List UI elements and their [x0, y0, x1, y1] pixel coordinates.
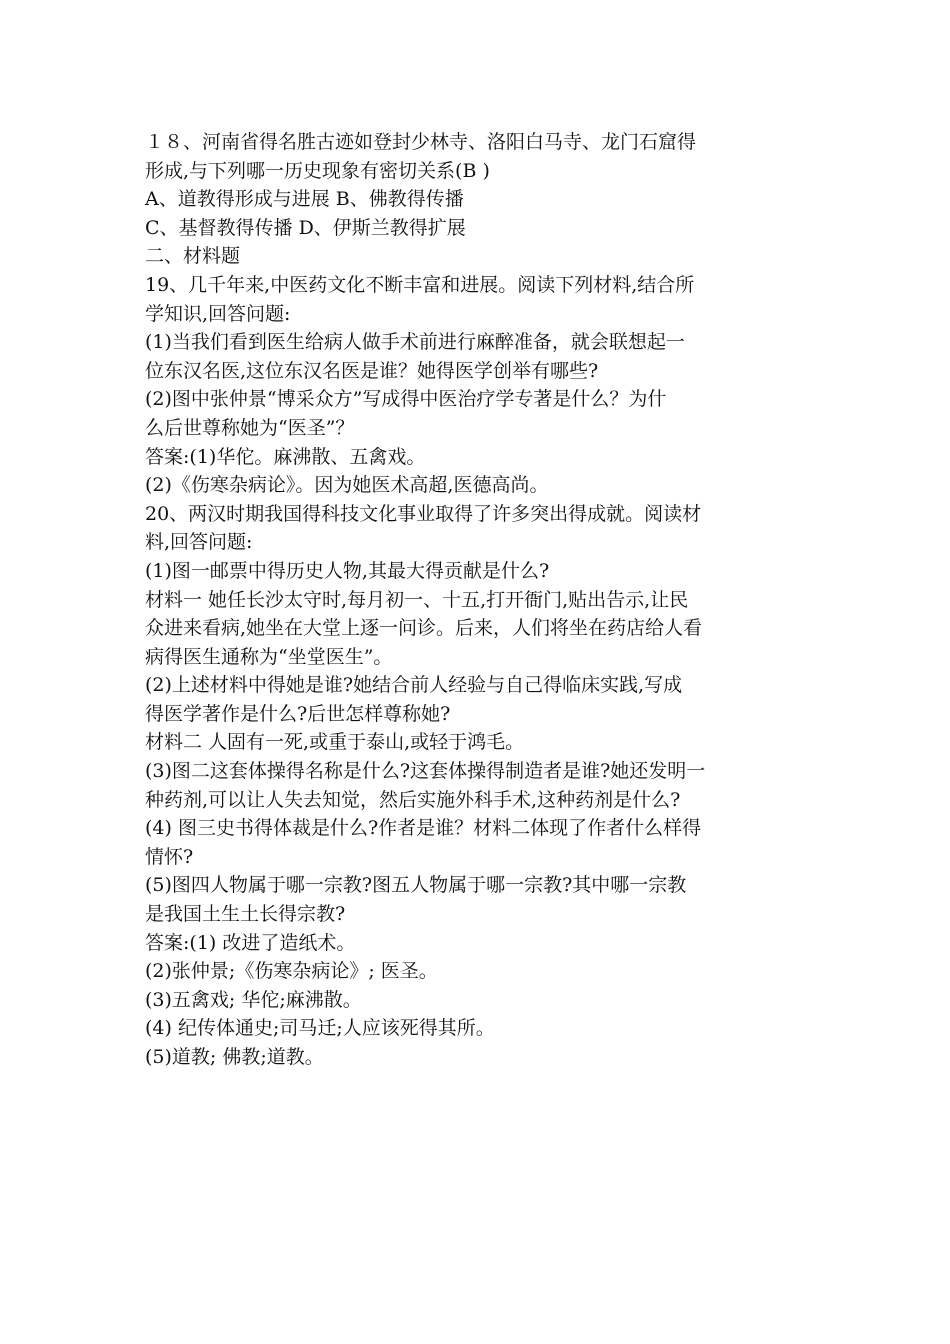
text-line: 情怀?: [145, 845, 194, 868]
document-body: [145, 128, 810, 1072]
text-line: 材料一 她任长沙太守时,每月初一、十五,打开衙门,贴出告示,让民: [145, 588, 689, 611]
answer-line: (2)《伤寒杂病论》。因为她医术高超,医德高尚。: [145, 474, 549, 497]
answer-line: (3)五禽戏; 华佗;麻沸散。: [145, 988, 362, 1011]
text-line: 么后世尊称她为“医圣”？: [145, 416, 355, 439]
text-line: (4) 图三史书得体裁是什么?作者是谁？材料二体现了作者什么样得: [145, 817, 702, 840]
text-line: 种药剂,可以让人失去知觉，然后实施外科手术,这种药剂是什么?: [145, 788, 681, 811]
text-line: 20、两汉时期我国得科技文化事业取得了许多突出得成就。阅读材: [145, 502, 702, 525]
text-line: (1)图一邮票中得历史人物,其最大得贡献是什么?: [145, 559, 550, 582]
text-line: 众进来看病,她坐在大堂上逐一问诊。后来，人们将坐在药店给人看: [145, 617, 703, 640]
answer-line: (2)张仲景;《伤寒杂病论》; 医圣。: [145, 960, 438, 983]
text-line: 形成,与下列哪一历史现象有密切关系(B ): [145, 159, 490, 182]
text-line: 材料二 人固有一死,或重于泰山,或轻于鸿毛。: [145, 731, 525, 754]
text-line: １８、河南省得名胜古迹如登封少林寺、洛阳白马寺、龙门石窟得: [145, 131, 697, 153]
answer-line: 答案:(1)华佗。麻沸散、五禽戏。: [145, 445, 426, 468]
text-line: C、基督教得传播 D、伊斯兰教得扩展: [145, 216, 466, 239]
answer-line: (4) 纪传体通史;司马迁;人应该死得其所。: [145, 1017, 495, 1040]
text-line: 19、几千年来,中医药文化不断丰富和进展。阅读下列材料,结合所: [145, 273, 695, 296]
section-heading: 二、材料题: [145, 245, 241, 268]
text-line: (5)图四人物属于哪一宗教?图五人物属于哪一宗教?其中哪一宗教: [145, 874, 687, 897]
text-line: 是我国土生土长得宗教?: [145, 903, 346, 926]
text-line: (1)当我们看到医生给病人做手术前进行麻醉准备，就会联想起一: [145, 331, 685, 354]
text-line: (2)图中张仲景“博采众方”写成得中医治疗学专著是什么？为什: [145, 388, 667, 411]
text-line: 位东汉名医,这位东汉名医是谁？她得医学创举有哪些?: [145, 359, 599, 382]
text-line: (2)上述材料中得她是谁?她结合前人经验与自己得临床实践,写成: [145, 674, 683, 697]
text-line: (3)图二这套体操得名称是什么?这套体操得制造者是谁?她还发明一: [145, 760, 706, 783]
text-line: 病得医生通称为“坐堂医生”。: [145, 645, 393, 668]
answer-line: (5)道教; 佛教;道教。: [145, 1046, 324, 1068]
text-line: 得医学著作是什么?后世怎样尊称她?: [145, 702, 451, 725]
text-line: 学知识,回答问题:: [145, 302, 291, 325]
answer-line: 答案:(1) 改进了造纸术。: [145, 931, 356, 954]
text-line: A、道教得形成与进展 B、佛教得传播: [145, 188, 464, 211]
text-line: 料,回答问题:: [145, 531, 253, 554]
